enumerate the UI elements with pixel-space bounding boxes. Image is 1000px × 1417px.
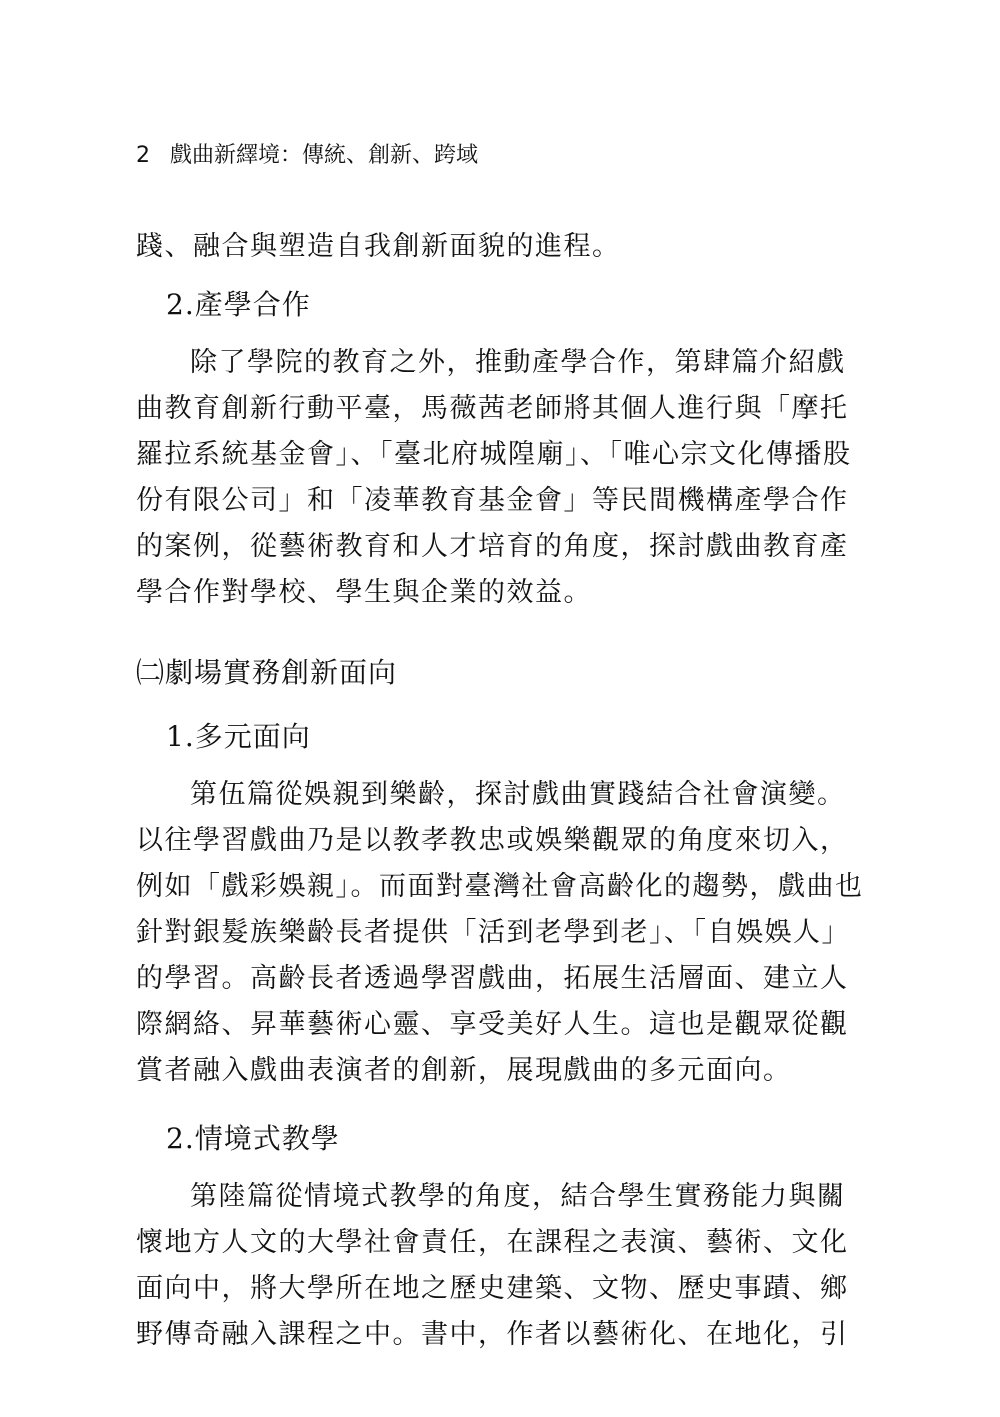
paragraph-line: 以往學習戲曲乃是以教孝教忠或娛樂觀眾的角度來切入，: [136, 825, 849, 856]
paragraph-line: 的案例，從藝術教育和人才培育的角度，探討戲曲教育產: [136, 531, 849, 562]
paragraph-line: 除了學院的教育之外，推動產學合作，第肆篇介紹戲: [190, 347, 846, 378]
paragraph-line: 的學習。高齡長者透過學習戲曲，拓展生活層面、建立人: [136, 963, 849, 994]
paragraph-line: 賞者融入戲曲表演者的創新，展現戲曲的多元面向。: [136, 1055, 792, 1086]
paragraph-situational-teaching: [136, 1174, 849, 1358]
paragraph-line: 學合作對學校、學生與企業的效益。: [136, 577, 592, 608]
paragraph-line: 例如「戲彩娛親」。而面對臺灣社會高齡化的趨勢，戲曲也: [136, 871, 864, 902]
paragraph-line: 面向中，將大學所在地之歷史建築、文物、歷史事蹟、鄉: [136, 1273, 849, 1304]
subheading-industry-academia: 2.產學合作: [166, 288, 311, 321]
section-heading-theater-practice: ㈡劇場實務創新面向: [136, 656, 398, 689]
subheading-situational-teaching: 2.情境式教學: [166, 1122, 340, 1155]
paragraph-line: 曲教育創新行動平臺，馬薇茜老師將其個人進行與「摩托: [136, 393, 849, 424]
paragraph-line: 第伍篇從娛親到樂齡，探討戲曲實踐結合社會演變。: [190, 779, 846, 810]
intro-paragraph: [136, 224, 836, 270]
book-title: 戲曲新繹境：傳統、創新、跨域: [170, 143, 479, 168]
paragraph-line: 際網絡、昇華藝術心靈、享受美好人生。這也是觀眾從觀: [136, 1009, 849, 1040]
page-body: [136, 224, 864, 1358]
paragraph-line: 野傳奇融入課程之中。書中，作者以藝術化、在地化，引: [136, 1319, 849, 1350]
paragraph-diverse-aspects: [136, 772, 864, 1094]
page-number: 2: [136, 143, 150, 168]
paragraph-line: 踐、融合與塑造自我創新面貌的進程。: [136, 231, 621, 262]
paragraph-line: 第陸篇從情境式教學的角度，結合學生實務能力與關: [190, 1181, 846, 1212]
paragraph-industry-academia: [136, 340, 852, 616]
paragraph-line: 羅拉系統基金會」、「臺北府城隍廟」、「唯心宗文化傳播股: [136, 439, 852, 470]
paragraph-line: 份有限公司」和「凌華教育基金會」等民間機構產學合作: [136, 485, 849, 516]
paragraph-line: 懷地方人文的大學社會責任，在課程之表演、藝術、文化: [136, 1227, 849, 1258]
subheading-diverse-aspects: 1.多元面向: [166, 720, 311, 753]
running-header: [136, 140, 478, 172]
paragraph-line: 針對銀髮族樂齡長者提供「活到老學到老」、「自娛娛人」: [136, 917, 850, 948]
